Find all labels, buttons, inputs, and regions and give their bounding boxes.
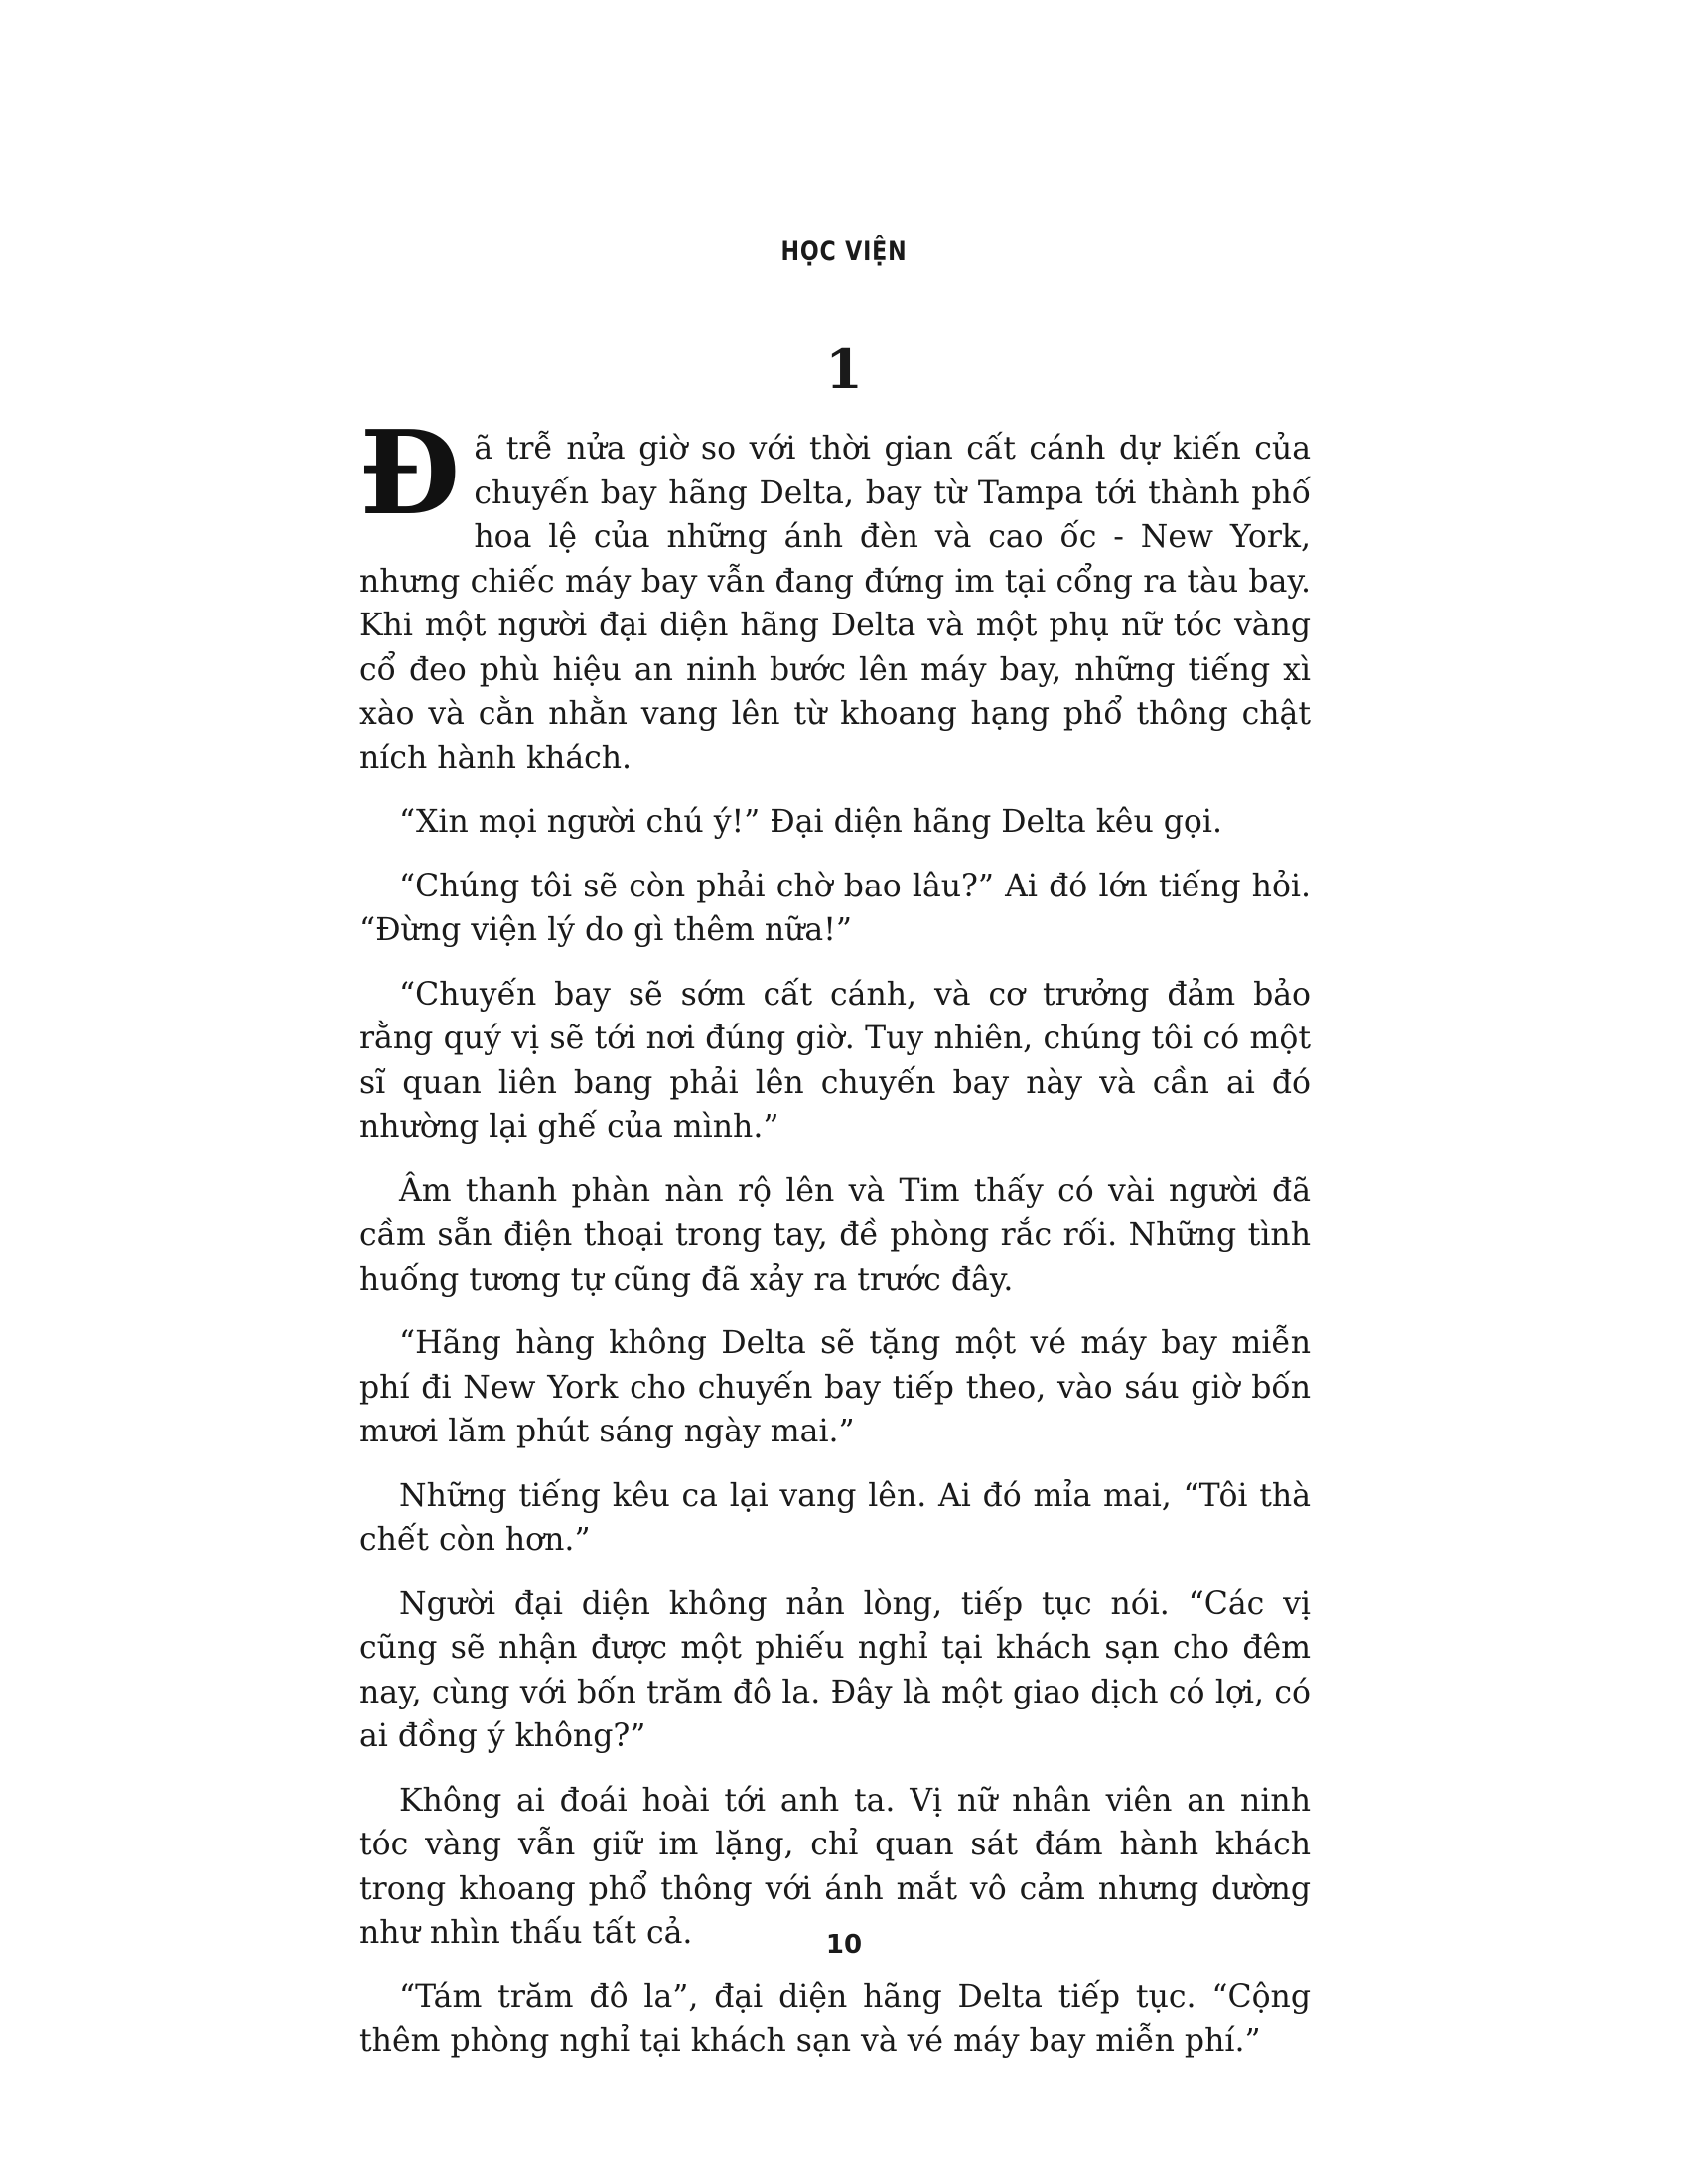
- paragraph: “Xin mọi người chú ý!” Đại diện hãng Delta kêu gọi.: [399, 804, 1222, 840]
- drop-cap: Đ: [359, 406, 461, 541]
- paragraph: Người đại diện không nản lòng, tiếp tục nói. “Các vị cũng sẽ nhận được một phiếu nghỉ tại khách sạn cho đêm nay, cùng với bốn trăm đô la. Đây là một giao dịch có lợi, có ai đồng ý không?”: [359, 1585, 1311, 1754]
- paragraph: “Chuyến bay sẽ sớm cất cánh, và cơ trưởng đảm bảo rằng quý vị sẽ tới nơi đúng giờ. Tuy nhiên, chúng tôi có một sĩ quan liên bang phải lên chuyến bay này và cần ai đó nhường lại ghế của mình.”: [359, 976, 1311, 1145]
- paragraph: “Tám trăm đô la”, đại diện hãng Delta tiếp tục. “Cộng thêm phòng nghỉ tại khách sạn và vé máy bay miễn phí.”: [359, 1979, 1311, 2059]
- page-number: 10: [825, 1930, 863, 1960]
- paragraph: “Chúng tôi sẽ còn phải chờ bao lâu?” Ai đó lớn tiếng hỏi. “Đừng viện lý do gì thêm nữa!”: [359, 868, 1311, 948]
- paragraph: “Hãng hàng không Delta sẽ tặng một vé máy bay miễn phí đi New York cho chuyến bay tiếp theo, vào sáu giờ bốn mươi lăm phút sáng ngày mai.”: [359, 1325, 1311, 1449]
- paragraph: Không ai đoái hoài tới anh ta. Vị nữ nhân viên an ninh tóc vàng vẫn giữ im lặng, chỉ quan sát đám hành khách trong khoang phổ thông với ánh mắt vô cảm nhưng dường như nhìn thấu tất cả.: [359, 1782, 1311, 1951]
- paragraph-text: ã trễ nửa giờ so với thời gian cất cánh dự kiến của chuyến bay hãng Delta, bay từ Tampa tới thành phố hoa lệ của những ánh đèn và cao ốc - New York, nhưng chiếc máy bay vẫn đang đứng im tại cổng ra tàu bay. Khi một người đại diện hãng Delta và một phụ nữ tóc vàng cổ đeo phù hiệu an ninh bước lên máy bay, những tiếng xì xào và cằn nhằn vang lên từ khoang hạng phổ thông chật ních hành khách.: [359, 431, 1311, 776]
- paragraph: Những tiếng kêu ca lại vang lên. Ai đó mỉa mai, “Tôi thà chết còn hơn.”: [359, 1477, 1311, 1558]
- body-text: [359, 406, 1311, 2084]
- paragraph: Âm thanh phàn nàn rộ lên và Tim thấy có vài người đã cầm sẵn điện thoại trong tay, đề phòng rắc rối. Những tình huống tương tự cũng đã xảy ra trước đây.: [359, 1172, 1311, 1297]
- chapter-number: 1: [825, 338, 863, 401]
- running-head: HỌC VIỆN: [780, 236, 908, 267]
- paragraph: [359, 406, 1311, 780]
